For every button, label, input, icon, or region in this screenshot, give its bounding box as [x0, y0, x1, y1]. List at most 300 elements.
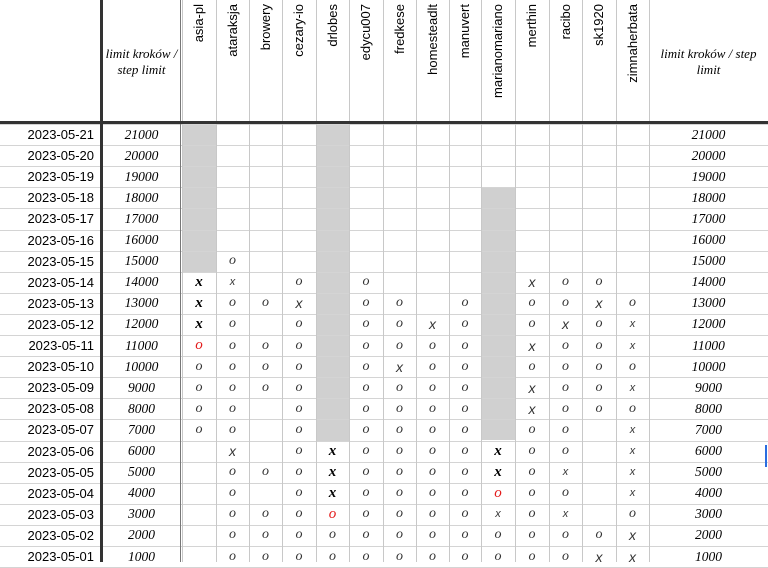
mark-cell[interactable] [282, 525, 316, 546]
mark-cell[interactable] [216, 314, 249, 335]
mark-cell[interactable] [549, 525, 582, 546]
mark-cell[interactable] [416, 335, 449, 356]
mark-cell[interactable] [616, 166, 649, 187]
mark-cell[interactable] [481, 166, 515, 187]
mark-cell[interactable] [282, 356, 316, 377]
mark-cell[interactable] [549, 546, 582, 567]
mark-cell[interactable] [616, 504, 649, 525]
user-header[interactable] [182, 0, 216, 120]
mark-cell[interactable] [416, 356, 449, 377]
row-limit[interactable]: 1000 [128, 548, 155, 564]
mark-cell[interactable] [449, 145, 481, 166]
mark-cell[interactable] [216, 546, 249, 567]
mark-cell[interactable] [416, 504, 449, 525]
mark-cell[interactable] [449, 124, 481, 145]
user-header[interactable] [481, 0, 515, 120]
mark-cell[interactable] [549, 251, 582, 272]
mark-cell[interactable] [383, 208, 416, 229]
mark-cell[interactable] [383, 546, 416, 567]
row-date[interactable]: 2023-05-15 [27, 253, 94, 269]
row-date[interactable]: 2023-05-20 [27, 148, 94, 164]
row-limit[interactable]: 8000 [128, 400, 155, 416]
row-limit[interactable]: 6000 [128, 443, 155, 459]
row-limit[interactable]: 17000 [124, 210, 159, 226]
mark-cell[interactable] [616, 124, 649, 145]
mark-cell[interactable] [249, 187, 282, 208]
user-header[interactable] [416, 0, 449, 120]
mark-cell[interactable] [582, 546, 616, 567]
mark-cell[interactable] [182, 525, 216, 546]
row-limit[interactable]: 11000 [125, 337, 158, 353]
mark-cell[interactable] [549, 272, 582, 293]
mark-cell[interactable] [582, 398, 616, 419]
mark-cell[interactable] [449, 208, 481, 229]
user-header[interactable] [549, 0, 582, 120]
mark-cell[interactable] [616, 272, 649, 293]
mark-cell[interactable] [349, 272, 383, 293]
row-limit[interactable]: 7000 [128, 421, 155, 437]
mark-cell[interactable] [282, 145, 316, 166]
mark-cell[interactable] [349, 187, 383, 208]
mark-cell[interactable] [515, 124, 549, 145]
mark-cell[interactable] [216, 462, 249, 483]
mark-cell[interactable] [616, 483, 649, 504]
mark-cell[interactable] [549, 166, 582, 187]
mark-cell[interactable] [549, 124, 582, 145]
mark-cell[interactable] [383, 462, 416, 483]
user-header[interactable] [349, 0, 383, 120]
row-date[interactable]: 2023-05-13 [27, 295, 94, 311]
mark-cell[interactable] [316, 546, 349, 567]
mark-cell[interactable] [249, 145, 282, 166]
row-date[interactable]: 2023-05-07 [27, 422, 94, 438]
mark-cell[interactable] [449, 398, 481, 419]
mark-cell[interactable] [582, 335, 616, 356]
row-date[interactable]: 2023-05-01 [27, 549, 94, 565]
mark-cell[interactable] [416, 187, 449, 208]
mark-cell[interactable] [449, 546, 481, 567]
mark-cell[interactable] [515, 377, 549, 398]
mark-cell[interactable] [249, 293, 282, 314]
mark-cell[interactable] [582, 356, 616, 377]
mark-cell[interactable] [582, 293, 616, 314]
mark-cell[interactable] [282, 293, 316, 314]
row-limit-right[interactable]: 10000 [691, 358, 726, 374]
mark-cell[interactable] [249, 230, 282, 251]
mark-cell[interactable] [616, 230, 649, 251]
mark-cell[interactable] [249, 483, 282, 504]
mark-cell[interactable] [282, 504, 316, 525]
mark-cell[interactable] [249, 314, 282, 335]
mark-cell[interactable] [282, 187, 316, 208]
mark-cell[interactable] [515, 419, 549, 440]
mark-cell[interactable] [349, 546, 383, 567]
user-header[interactable] [316, 0, 349, 120]
mark-cell[interactable] [349, 377, 383, 398]
row-date[interactable]: 2023-05-09 [27, 380, 94, 396]
mark-cell[interactable] [549, 335, 582, 356]
mark-cell[interactable] [416, 546, 449, 567]
row-limit[interactable]: 18000 [124, 189, 159, 205]
user-header[interactable] [449, 0, 481, 120]
mark-cell[interactable] [481, 525, 515, 546]
mark-cell[interactable] [282, 124, 316, 145]
mark-cell[interactable] [582, 419, 616, 440]
mark-cell[interactable] [249, 272, 282, 293]
mark-cell[interactable] [449, 483, 481, 504]
mark-cell[interactable] [582, 208, 616, 229]
mark-cell[interactable] [449, 166, 481, 187]
mark-cell[interactable] [216, 504, 249, 525]
mark-cell[interactable] [416, 441, 449, 462]
mark-cell[interactable] [383, 356, 416, 377]
row-limit[interactable]: 12000 [124, 316, 159, 332]
user-header[interactable] [582, 0, 616, 120]
mark-cell[interactable] [282, 166, 316, 187]
mark-cell[interactable] [515, 335, 549, 356]
row-date[interactable]: 2023-05-03 [27, 506, 94, 522]
mark-cell[interactable] [549, 356, 582, 377]
mark-cell[interactable] [416, 208, 449, 229]
mark-cell[interactable] [582, 525, 616, 546]
mark-cell[interactable] [383, 483, 416, 504]
mark-cell[interactable] [449, 314, 481, 335]
mark-cell[interactable] [216, 293, 249, 314]
mark-cell[interactable] [182, 314, 216, 335]
mark-cell[interactable] [216, 483, 249, 504]
mark-cell[interactable] [182, 335, 216, 356]
row-limit[interactable]: 9000 [128, 379, 155, 395]
mark-cell[interactable] [549, 187, 582, 208]
mark-cell[interactable] [349, 208, 383, 229]
row-limit-right[interactable]: 16000 [691, 232, 726, 248]
mark-cell[interactable] [515, 187, 549, 208]
mark-cell[interactable] [282, 272, 316, 293]
mark-cell[interactable] [383, 187, 416, 208]
mark-cell[interactable] [549, 398, 582, 419]
user-header[interactable] [216, 0, 249, 120]
row-date[interactable]: 2023-05-14 [27, 274, 94, 290]
row-limit-right[interactable]: 14000 [691, 274, 726, 290]
mark-cell[interactable] [316, 441, 349, 462]
mark-cell[interactable] [416, 483, 449, 504]
row-date[interactable]: 2023-05-08 [27, 401, 94, 417]
row-limit[interactable]: 4000 [128, 485, 155, 501]
mark-cell[interactable] [416, 398, 449, 419]
mark-cell[interactable] [549, 230, 582, 251]
mark-cell[interactable] [616, 525, 649, 546]
row-date[interactable]: 2023-05-05 [27, 464, 94, 480]
mark-cell[interactable] [616, 145, 649, 166]
mark-cell[interactable] [383, 335, 416, 356]
mark-cell[interactable] [182, 272, 216, 293]
mark-cell[interactable] [216, 419, 249, 440]
mark-cell[interactable] [216, 251, 249, 272]
mark-cell[interactable] [249, 462, 282, 483]
row-date[interactable]: 2023-05-12 [27, 316, 94, 332]
mark-cell[interactable] [282, 398, 316, 419]
mark-cell[interactable] [182, 419, 216, 440]
row-limit[interactable]: 10000 [124, 358, 159, 374]
row-date[interactable]: 2023-05-11 [28, 338, 94, 354]
mark-cell[interactable] [582, 441, 616, 462]
mark-cell[interactable] [282, 441, 316, 462]
row-limit-right[interactable]: 9000 [695, 379, 722, 395]
mark-cell[interactable] [481, 546, 515, 567]
mark-cell[interactable] [383, 398, 416, 419]
mark-cell[interactable] [249, 124, 282, 145]
mark-cell[interactable] [182, 356, 216, 377]
mark-cell[interactable] [249, 335, 282, 356]
mark-cell[interactable] [216, 124, 249, 145]
mark-cell[interactable] [549, 441, 582, 462]
mark-cell[interactable] [416, 377, 449, 398]
mark-cell[interactable] [616, 208, 649, 229]
mark-cell[interactable] [316, 504, 349, 525]
mark-cell[interactable] [515, 166, 549, 187]
mark-cell[interactable] [349, 462, 383, 483]
mark-cell[interactable] [515, 462, 549, 483]
mark-cell[interactable] [515, 356, 549, 377]
mark-cell[interactable] [549, 377, 582, 398]
mark-cell[interactable] [515, 230, 549, 251]
mark-cell[interactable] [349, 251, 383, 272]
mark-cell[interactable] [316, 462, 349, 483]
mark-cell[interactable] [416, 525, 449, 546]
mark-cell[interactable] [383, 272, 416, 293]
mark-cell[interactable] [249, 356, 282, 377]
mark-cell[interactable] [216, 356, 249, 377]
row-limit-right[interactable]: 15000 [691, 253, 726, 269]
mark-cell[interactable] [582, 251, 616, 272]
mark-cell[interactable] [216, 398, 249, 419]
mark-cell[interactable] [449, 187, 481, 208]
mark-cell[interactable] [515, 546, 549, 567]
row-limit-right[interactable]: 1000 [695, 548, 722, 564]
mark-cell[interactable] [216, 208, 249, 229]
mark-cell[interactable] [416, 124, 449, 145]
mark-cell[interactable] [616, 293, 649, 314]
mark-cell[interactable] [282, 208, 316, 229]
mark-cell[interactable] [349, 145, 383, 166]
mark-cell[interactable] [616, 335, 649, 356]
mark-cell[interactable] [383, 124, 416, 145]
mark-cell[interactable] [449, 230, 481, 251]
mark-cell[interactable] [349, 483, 383, 504]
mark-cell[interactable] [182, 504, 216, 525]
row-date[interactable]: 2023-05-17 [27, 211, 94, 227]
mark-cell[interactable] [282, 251, 316, 272]
mark-cell[interactable] [515, 525, 549, 546]
mark-cell[interactable] [349, 398, 383, 419]
mark-cell[interactable] [582, 314, 616, 335]
row-limit-right[interactable]: 17000 [691, 210, 726, 226]
mark-cell[interactable] [515, 483, 549, 504]
mark-cell[interactable] [549, 462, 582, 483]
mark-cell[interactable] [616, 187, 649, 208]
mark-cell[interactable] [582, 504, 616, 525]
mark-cell[interactable] [416, 272, 449, 293]
row-limit-right[interactable]: 13000 [691, 295, 726, 311]
mark-cell[interactable] [449, 293, 481, 314]
row-date[interactable]: 2023-05-18 [27, 190, 94, 206]
mark-cell[interactable] [349, 441, 383, 462]
mark-cell[interactable] [481, 124, 515, 145]
mark-cell[interactable] [182, 293, 216, 314]
mark-cell[interactable] [549, 419, 582, 440]
mark-cell[interactable] [282, 314, 316, 335]
mark-cell[interactable] [249, 377, 282, 398]
mark-cell[interactable] [582, 145, 616, 166]
mark-cell[interactable] [549, 314, 582, 335]
row-limit-right[interactable]: 4000 [695, 485, 722, 501]
mark-cell[interactable] [416, 462, 449, 483]
mark-cell[interactable] [481, 504, 515, 525]
row-limit-right[interactable]: 2000 [695, 527, 722, 543]
mark-cell[interactable] [449, 335, 481, 356]
mark-cell[interactable] [582, 230, 616, 251]
mark-cell[interactable] [182, 441, 216, 462]
mark-cell[interactable] [515, 145, 549, 166]
row-limit-right[interactable]: 7000 [695, 421, 722, 437]
row-limit-right[interactable]: 8000 [695, 400, 722, 416]
mark-cell[interactable] [216, 166, 249, 187]
user-header[interactable] [282, 0, 316, 120]
mark-cell[interactable] [282, 230, 316, 251]
mark-cell[interactable] [349, 230, 383, 251]
mark-cell[interactable] [383, 145, 416, 166]
mark-cell[interactable] [515, 314, 549, 335]
mark-cell[interactable] [549, 293, 582, 314]
mark-cell[interactable] [383, 525, 416, 546]
mark-cell[interactable] [249, 419, 282, 440]
mark-cell[interactable] [182, 546, 216, 567]
row-limit[interactable]: 5000 [128, 464, 155, 480]
mark-cell[interactable] [249, 525, 282, 546]
mark-cell[interactable] [416, 251, 449, 272]
mark-cell[interactable] [282, 335, 316, 356]
mark-cell[interactable] [216, 145, 249, 166]
mark-cell[interactable] [515, 251, 549, 272]
row-limit-right[interactable]: 11000 [692, 337, 725, 353]
row-limit[interactable]: 2000 [128, 527, 155, 543]
user-header[interactable] [616, 0, 649, 120]
row-date[interactable]: 2023-05-04 [27, 485, 94, 501]
mark-cell[interactable] [416, 293, 449, 314]
row-limit[interactable]: 20000 [124, 147, 159, 163]
mark-cell[interactable] [616, 546, 649, 567]
row-limit-right[interactable]: 21000 [691, 126, 726, 142]
mark-cell[interactable] [316, 483, 349, 504]
mark-cell[interactable] [349, 419, 383, 440]
row-limit-right[interactable]: 20000 [691, 147, 726, 163]
mark-cell[interactable] [349, 293, 383, 314]
user-header[interactable] [249, 0, 282, 120]
mark-cell[interactable] [349, 525, 383, 546]
mark-cell[interactable] [282, 419, 316, 440]
mark-cell[interactable] [182, 398, 216, 419]
mark-cell[interactable] [449, 525, 481, 546]
row-limit-right[interactable]: 19000 [691, 168, 726, 184]
mark-cell[interactable] [349, 166, 383, 187]
mark-cell[interactable] [383, 504, 416, 525]
mark-cell[interactable] [249, 251, 282, 272]
mark-cell[interactable] [249, 441, 282, 462]
mark-cell[interactable] [449, 504, 481, 525]
row-limit[interactable]: 15000 [124, 253, 159, 269]
mark-cell[interactable] [616, 314, 649, 335]
mark-cell[interactable] [383, 314, 416, 335]
mark-cell[interactable] [616, 441, 649, 462]
mark-cell[interactable] [249, 166, 282, 187]
mark-cell[interactable] [282, 483, 316, 504]
mark-cell[interactable] [282, 377, 316, 398]
mark-cell[interactable] [481, 483, 515, 504]
mark-cell[interactable] [416, 314, 449, 335]
row-date[interactable]: 2023-05-10 [27, 359, 94, 375]
mark-cell[interactable] [582, 462, 616, 483]
mark-cell[interactable] [216, 377, 249, 398]
mark-cell[interactable] [549, 145, 582, 166]
mark-cell[interactable] [249, 504, 282, 525]
mark-cell[interactable] [616, 462, 649, 483]
mark-cell[interactable] [549, 483, 582, 504]
row-limit-right[interactable]: 18000 [691, 189, 726, 205]
mark-cell[interactable] [182, 462, 216, 483]
mark-cell[interactable] [249, 208, 282, 229]
mark-cell[interactable] [616, 251, 649, 272]
mark-cell[interactable] [582, 272, 616, 293]
mark-cell[interactable] [515, 208, 549, 229]
mark-cell[interactable] [416, 166, 449, 187]
mark-cell[interactable] [481, 145, 515, 166]
mark-cell[interactable] [549, 504, 582, 525]
mark-cell[interactable] [249, 398, 282, 419]
mark-cell[interactable] [616, 377, 649, 398]
mark-cell[interactable] [216, 187, 249, 208]
mark-cell[interactable] [349, 314, 383, 335]
row-limit-right[interactable]: 6000 [695, 443, 722, 459]
mark-cell[interactable] [383, 419, 416, 440]
mark-cell[interactable] [282, 462, 316, 483]
mark-cell[interactable] [582, 187, 616, 208]
mark-cell[interactable] [383, 377, 416, 398]
mark-cell[interactable] [416, 419, 449, 440]
mark-cell[interactable] [616, 398, 649, 419]
mark-cell[interactable] [383, 251, 416, 272]
mark-cell[interactable] [449, 272, 481, 293]
row-limit[interactable]: 3000 [128, 506, 155, 522]
mark-cell[interactable] [249, 546, 282, 567]
mark-cell[interactable] [182, 377, 216, 398]
mark-cell[interactable] [515, 504, 549, 525]
row-limit[interactable]: 19000 [124, 168, 159, 184]
mark-cell[interactable] [182, 483, 216, 504]
mark-cell[interactable] [515, 293, 549, 314]
mark-cell[interactable] [416, 145, 449, 166]
row-date[interactable]: 2023-05-02 [27, 527, 94, 543]
mark-cell[interactable] [616, 419, 649, 440]
row-limit-right[interactable]: 3000 [695, 506, 722, 522]
mark-cell[interactable] [349, 356, 383, 377]
mark-cell[interactable] [216, 230, 249, 251]
mark-cell[interactable] [449, 356, 481, 377]
mark-cell[interactable] [316, 525, 349, 546]
user-header[interactable] [515, 0, 549, 120]
mark-cell[interactable] [549, 208, 582, 229]
mark-cell[interactable] [515, 398, 549, 419]
row-limit-right[interactable]: 5000 [695, 464, 722, 480]
